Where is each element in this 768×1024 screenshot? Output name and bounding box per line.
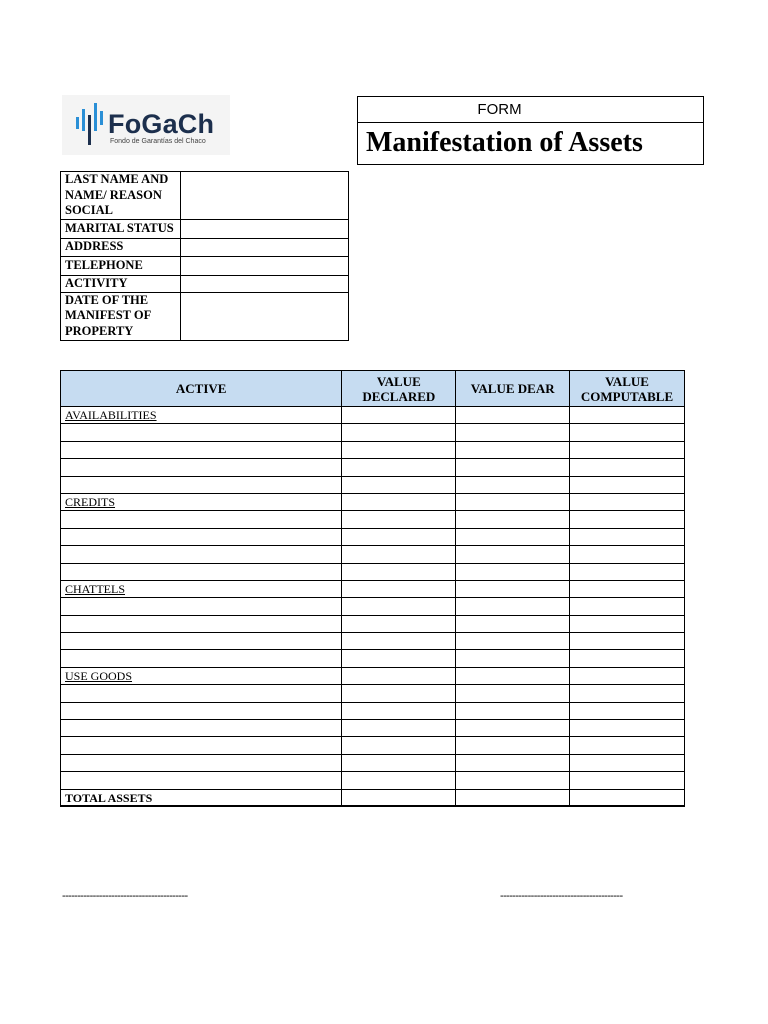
info-label-date: DATE OF THE MANIFEST OF PROPERTY: [61, 292, 181, 340]
table-cell[interactable]: [456, 546, 570, 563]
table-cell[interactable]: [61, 650, 342, 667]
section-label-availabilities: AVAILABILITIES: [61, 407, 342, 424]
assets-header-row: [61, 371, 685, 407]
table-cell[interactable]: [570, 615, 685, 632]
table-cell[interactable]: [456, 441, 570, 458]
info-table: [60, 171, 349, 341]
table-cell[interactable]: [456, 754, 570, 771]
table-cell[interactable]: [570, 441, 685, 458]
section-row-credits: [61, 493, 685, 510]
table-cell[interactable]: [456, 633, 570, 650]
table-cell[interactable]: [570, 580, 685, 597]
table-cell[interactable]: [456, 459, 570, 476]
table-cell[interactable]: [61, 476, 342, 493]
table-cell[interactable]: [61, 633, 342, 650]
table-row: [61, 546, 685, 563]
table-cell[interactable]: [61, 615, 342, 632]
table-cell[interactable]: [342, 493, 456, 510]
table-cell[interactable]: [61, 737, 342, 754]
table-cell[interactable]: [342, 580, 456, 597]
table-cell[interactable]: [61, 685, 342, 702]
table-cell[interactable]: [570, 685, 685, 702]
table-cell[interactable]: [456, 772, 570, 789]
table-row: [61, 598, 685, 615]
table-cell[interactable]: [570, 476, 685, 493]
header-value-dear: VALUE DEAR: [456, 371, 570, 407]
table-cell[interactable]: [61, 459, 342, 476]
total-cell[interactable]: [342, 789, 456, 806]
table-cell[interactable]: [61, 702, 342, 719]
table-cell[interactable]: [61, 441, 342, 458]
info-row-address: [61, 238, 349, 256]
table-cell[interactable]: [456, 650, 570, 667]
info-label-marital: MARITAL STATUS: [61, 219, 181, 238]
table-cell[interactable]: [342, 685, 456, 702]
header-value-declared: VALUE DECLARED: [342, 371, 456, 407]
table-cell[interactable]: [456, 737, 570, 754]
table-cell[interactable]: [61, 598, 342, 615]
table-row: [61, 615, 685, 632]
table-cell[interactable]: [342, 737, 456, 754]
table-cell[interactable]: [61, 528, 342, 545]
table-cell[interactable]: [456, 615, 570, 632]
table-cell[interactable]: [61, 546, 342, 563]
table-cell[interactable]: [570, 702, 685, 719]
table-cell[interactable]: [570, 511, 685, 528]
table-cell[interactable]: [570, 546, 685, 563]
table-cell[interactable]: [570, 667, 685, 684]
info-value-address[interactable]: [181, 238, 349, 256]
form-title: Manifestation of Assets: [366, 127, 643, 158]
table-row: [61, 650, 685, 667]
table-cell[interactable]: [342, 459, 456, 476]
table-cell[interactable]: [61, 563, 342, 580]
table-cell[interactable]: [342, 476, 456, 493]
table-cell[interactable]: [342, 563, 456, 580]
info-value-activity[interactable]: [181, 275, 349, 292]
table-cell[interactable]: [342, 615, 456, 632]
info-row-marital: [61, 219, 349, 238]
info-label-name: LAST NAME AND NAME/ REASON SOCIAL: [61, 172, 181, 220]
table-cell[interactable]: [342, 546, 456, 563]
info-row-name: [61, 172, 349, 220]
section-label-chattels: CHATTELS: [61, 580, 342, 597]
table-cell[interactable]: [570, 563, 685, 580]
table-cell[interactable]: [61, 772, 342, 789]
total-assets-label: TOTAL ASSETS: [61, 789, 342, 806]
info-value-marital[interactable]: [181, 219, 349, 238]
table-cell[interactable]: [570, 493, 685, 510]
table-cell[interactable]: [342, 754, 456, 771]
table-cell[interactable]: [342, 511, 456, 528]
table-cell[interactable]: [61, 511, 342, 528]
table-row: [61, 476, 685, 493]
table-cell[interactable]: [342, 667, 456, 684]
table-cell[interactable]: [456, 685, 570, 702]
table-cell[interactable]: [570, 528, 685, 545]
table-cell[interactable]: [570, 772, 685, 789]
table-cell[interactable]: [570, 720, 685, 737]
table-cell[interactable]: [570, 737, 685, 754]
table-row: [61, 685, 685, 702]
assets-table: [60, 370, 685, 807]
table-row: [61, 528, 685, 545]
info-label-activity: ACTIVITY: [61, 275, 181, 292]
table-cell[interactable]: [342, 441, 456, 458]
table-cell[interactable]: [456, 476, 570, 493]
table-cell[interactable]: [456, 580, 570, 597]
fogach-logo: [62, 95, 230, 155]
logo-name: FoGaCh: [108, 109, 215, 139]
table-cell[interactable]: [456, 528, 570, 545]
table-cell[interactable]: [342, 720, 456, 737]
info-value-name[interactable]: [181, 172, 349, 220]
table-cell[interactable]: [342, 528, 456, 545]
table-cell[interactable]: [342, 407, 456, 424]
total-cell[interactable]: [570, 789, 685, 806]
section-label-use-goods: USE GOODS: [61, 667, 342, 684]
signature-line-right: ----------------------------------------: [500, 890, 623, 902]
logo-subtitle: Fondo de Garantías del Chaco: [110, 138, 206, 145]
header-value-computable: VALUE COMPUTABLE: [570, 371, 685, 407]
table-cell[interactable]: [570, 407, 685, 424]
table-cell[interactable]: [456, 563, 570, 580]
info-row-telephone: [61, 256, 349, 275]
table-cell[interactable]: [570, 424, 685, 441]
table-cell[interactable]: [570, 633, 685, 650]
form-label: FORM: [358, 97, 703, 123]
table-cell[interactable]: [61, 424, 342, 441]
signal-bars-icon: [74, 101, 108, 147]
table-cell[interactable]: [456, 720, 570, 737]
table-row: [61, 563, 685, 580]
section-row-chattels: [61, 580, 685, 597]
info-label-address: ADDRESS: [61, 238, 181, 256]
table-cell[interactable]: [342, 424, 456, 441]
info-value-date[interactable]: [181, 292, 349, 340]
table-cell[interactable]: [570, 598, 685, 615]
total-cell[interactable]: [456, 789, 570, 806]
table-row: [61, 702, 685, 719]
table-cell[interactable]: [456, 424, 570, 441]
table-row: [61, 511, 685, 528]
header-active: ACTIVE: [61, 371, 342, 407]
signature-line-left: -----------------------------------------: [62, 890, 188, 902]
info-label-telephone: TELEPHONE: [61, 256, 181, 275]
section-label-credits: CREDITS: [61, 493, 342, 510]
section-row-use-goods: [61, 667, 685, 684]
table-cell[interactable]: [456, 598, 570, 615]
info-row-date: [61, 292, 349, 340]
table-cell[interactable]: [456, 407, 570, 424]
table-cell[interactable]: [456, 493, 570, 510]
table-cell[interactable]: [456, 667, 570, 684]
table-row: [61, 459, 685, 476]
table-row: [61, 720, 685, 737]
table-cell[interactable]: [570, 754, 685, 771]
table-row: [61, 633, 685, 650]
table-row: [61, 424, 685, 441]
table-cell[interactable]: [61, 754, 342, 771]
table-row: [61, 754, 685, 771]
total-assets-row: [61, 789, 685, 806]
table-row: [61, 441, 685, 458]
table-row: [61, 737, 685, 754]
info-row-activity: [61, 275, 349, 292]
table-cell[interactable]: [456, 511, 570, 528]
section-row-availabilities: [61, 407, 685, 424]
table-row: [61, 772, 685, 789]
info-value-telephone[interactable]: [181, 256, 349, 275]
table-cell[interactable]: [342, 702, 456, 719]
table-cell[interactable]: [342, 772, 456, 789]
form-header: [357, 96, 704, 165]
table-cell[interactable]: [342, 650, 456, 667]
table-cell[interactable]: [570, 459, 685, 476]
table-cell[interactable]: [570, 650, 685, 667]
table-cell[interactable]: [342, 598, 456, 615]
table-cell[interactable]: [456, 702, 570, 719]
table-cell[interactable]: [342, 633, 456, 650]
table-cell[interactable]: [61, 720, 342, 737]
